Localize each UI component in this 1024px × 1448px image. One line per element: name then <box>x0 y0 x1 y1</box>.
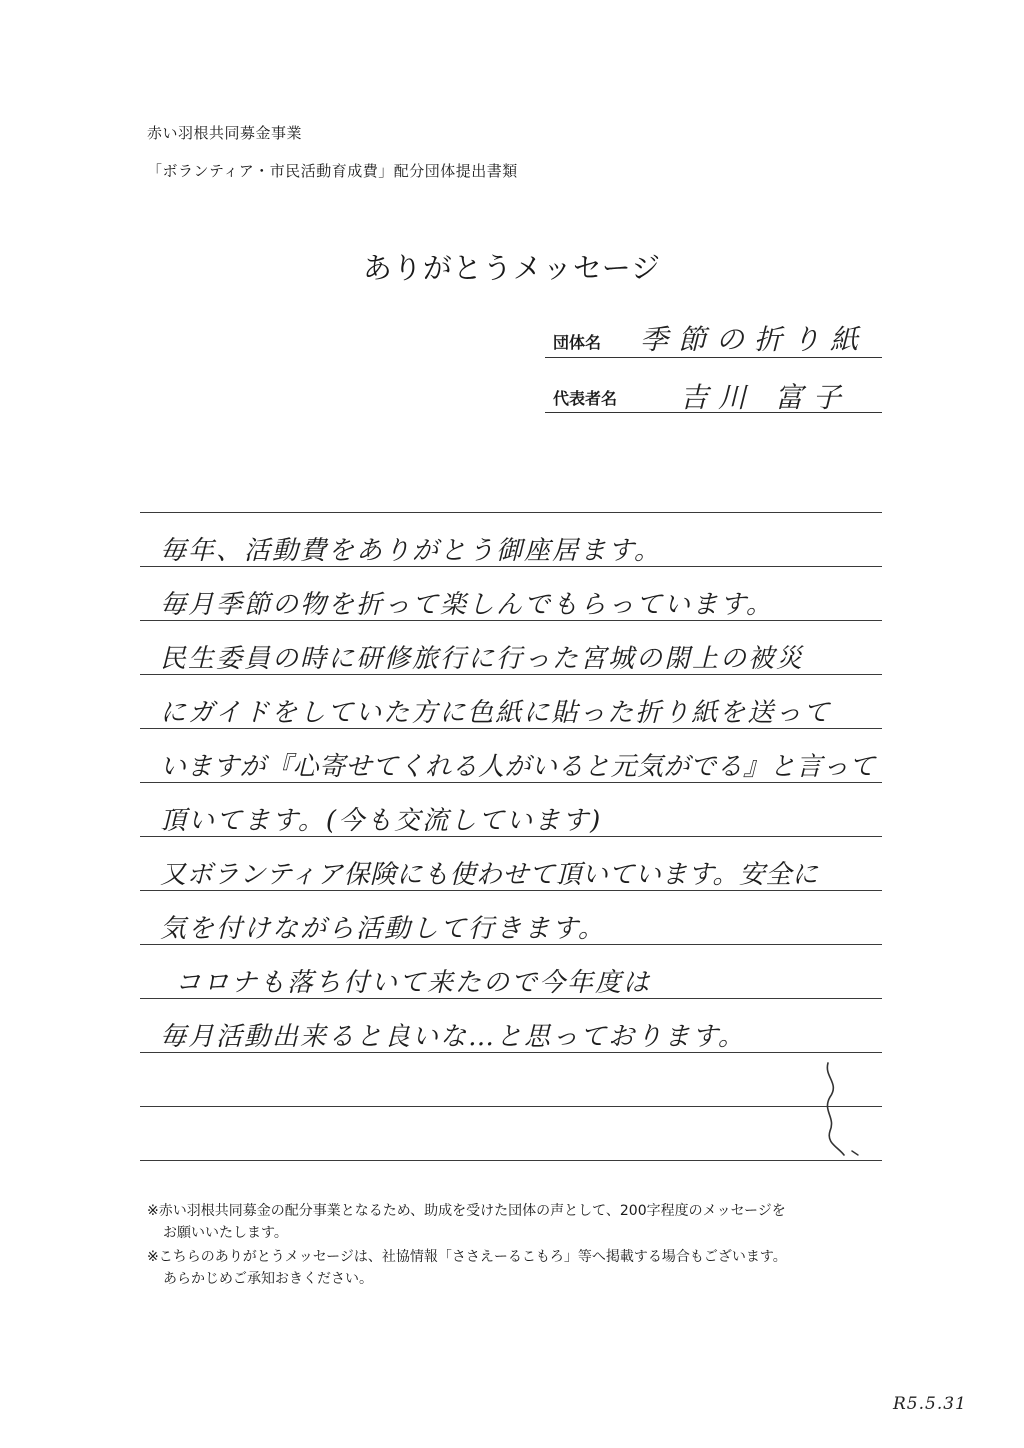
ruled-line <box>140 512 882 513</box>
message-line: 頂いてます。(今も交流しています) <box>160 806 603 836</box>
header-document-type: 「ボランティア・市民活動育成費」配分団体提出書類 <box>147 162 518 180</box>
message-line: 又ボランティア保険にも使わせて頂いています。安全に <box>160 860 819 890</box>
message-line: いますが『心寄せてくれる人がいると元気がでる』と言って <box>160 752 876 782</box>
group-name-underline <box>545 357 882 358</box>
message-line: 気を付けながら活動して行きます。 <box>160 914 606 944</box>
message-line: 毎月季節の物を折って楽しんでもらっています。 <box>160 590 774 620</box>
representative-underline <box>545 412 882 413</box>
ruled-line <box>140 1160 882 1161</box>
representative-value: 吉川 富子 <box>680 381 851 414</box>
message-line: 毎月活動出来ると良いな…と思っております。 <box>160 1022 746 1052</box>
page-title: ありがとうメッセージ <box>362 251 662 285</box>
group-name-value: 季節の折り紙 <box>640 323 869 356</box>
note-1-continued: お願いいたします。 <box>163 1225 288 1241</box>
message-line: 民生委員の時に研修旅行に行った宮城の閖上の被災 <box>160 644 805 674</box>
message-line: コロナも落ち付いて来たので今年度は <box>175 968 652 998</box>
message-line: にガイドをしていた方に色紙に貼った折り紙を送って <box>160 698 832 728</box>
representative-label: 代表者名 <box>553 389 618 408</box>
message-line: 毎年、活動費をありがとう御座居ます。 <box>160 536 662 566</box>
note-1: ※赤い羽根共同募金の配分事業となるため、助成を受けた団体の声として、200字程度のメッセージを <box>147 1203 786 1219</box>
header-program-name: 赤い羽根共同募金事業 <box>147 124 303 142</box>
group-name-label: 団体名 <box>553 333 602 352</box>
date-stamp: R5.5.31 <box>893 1394 967 1414</box>
note-2: ※こちらのありがとうメッセージは、社協情報「ささえーるこもろ」等へ掲載する場合もございます。 <box>147 1249 787 1265</box>
ruled-line <box>140 1106 882 1107</box>
note-2-continued: あらかじめご承知おきください。 <box>163 1271 373 1287</box>
pen-squiggle-mark <box>800 1055 870 1165</box>
